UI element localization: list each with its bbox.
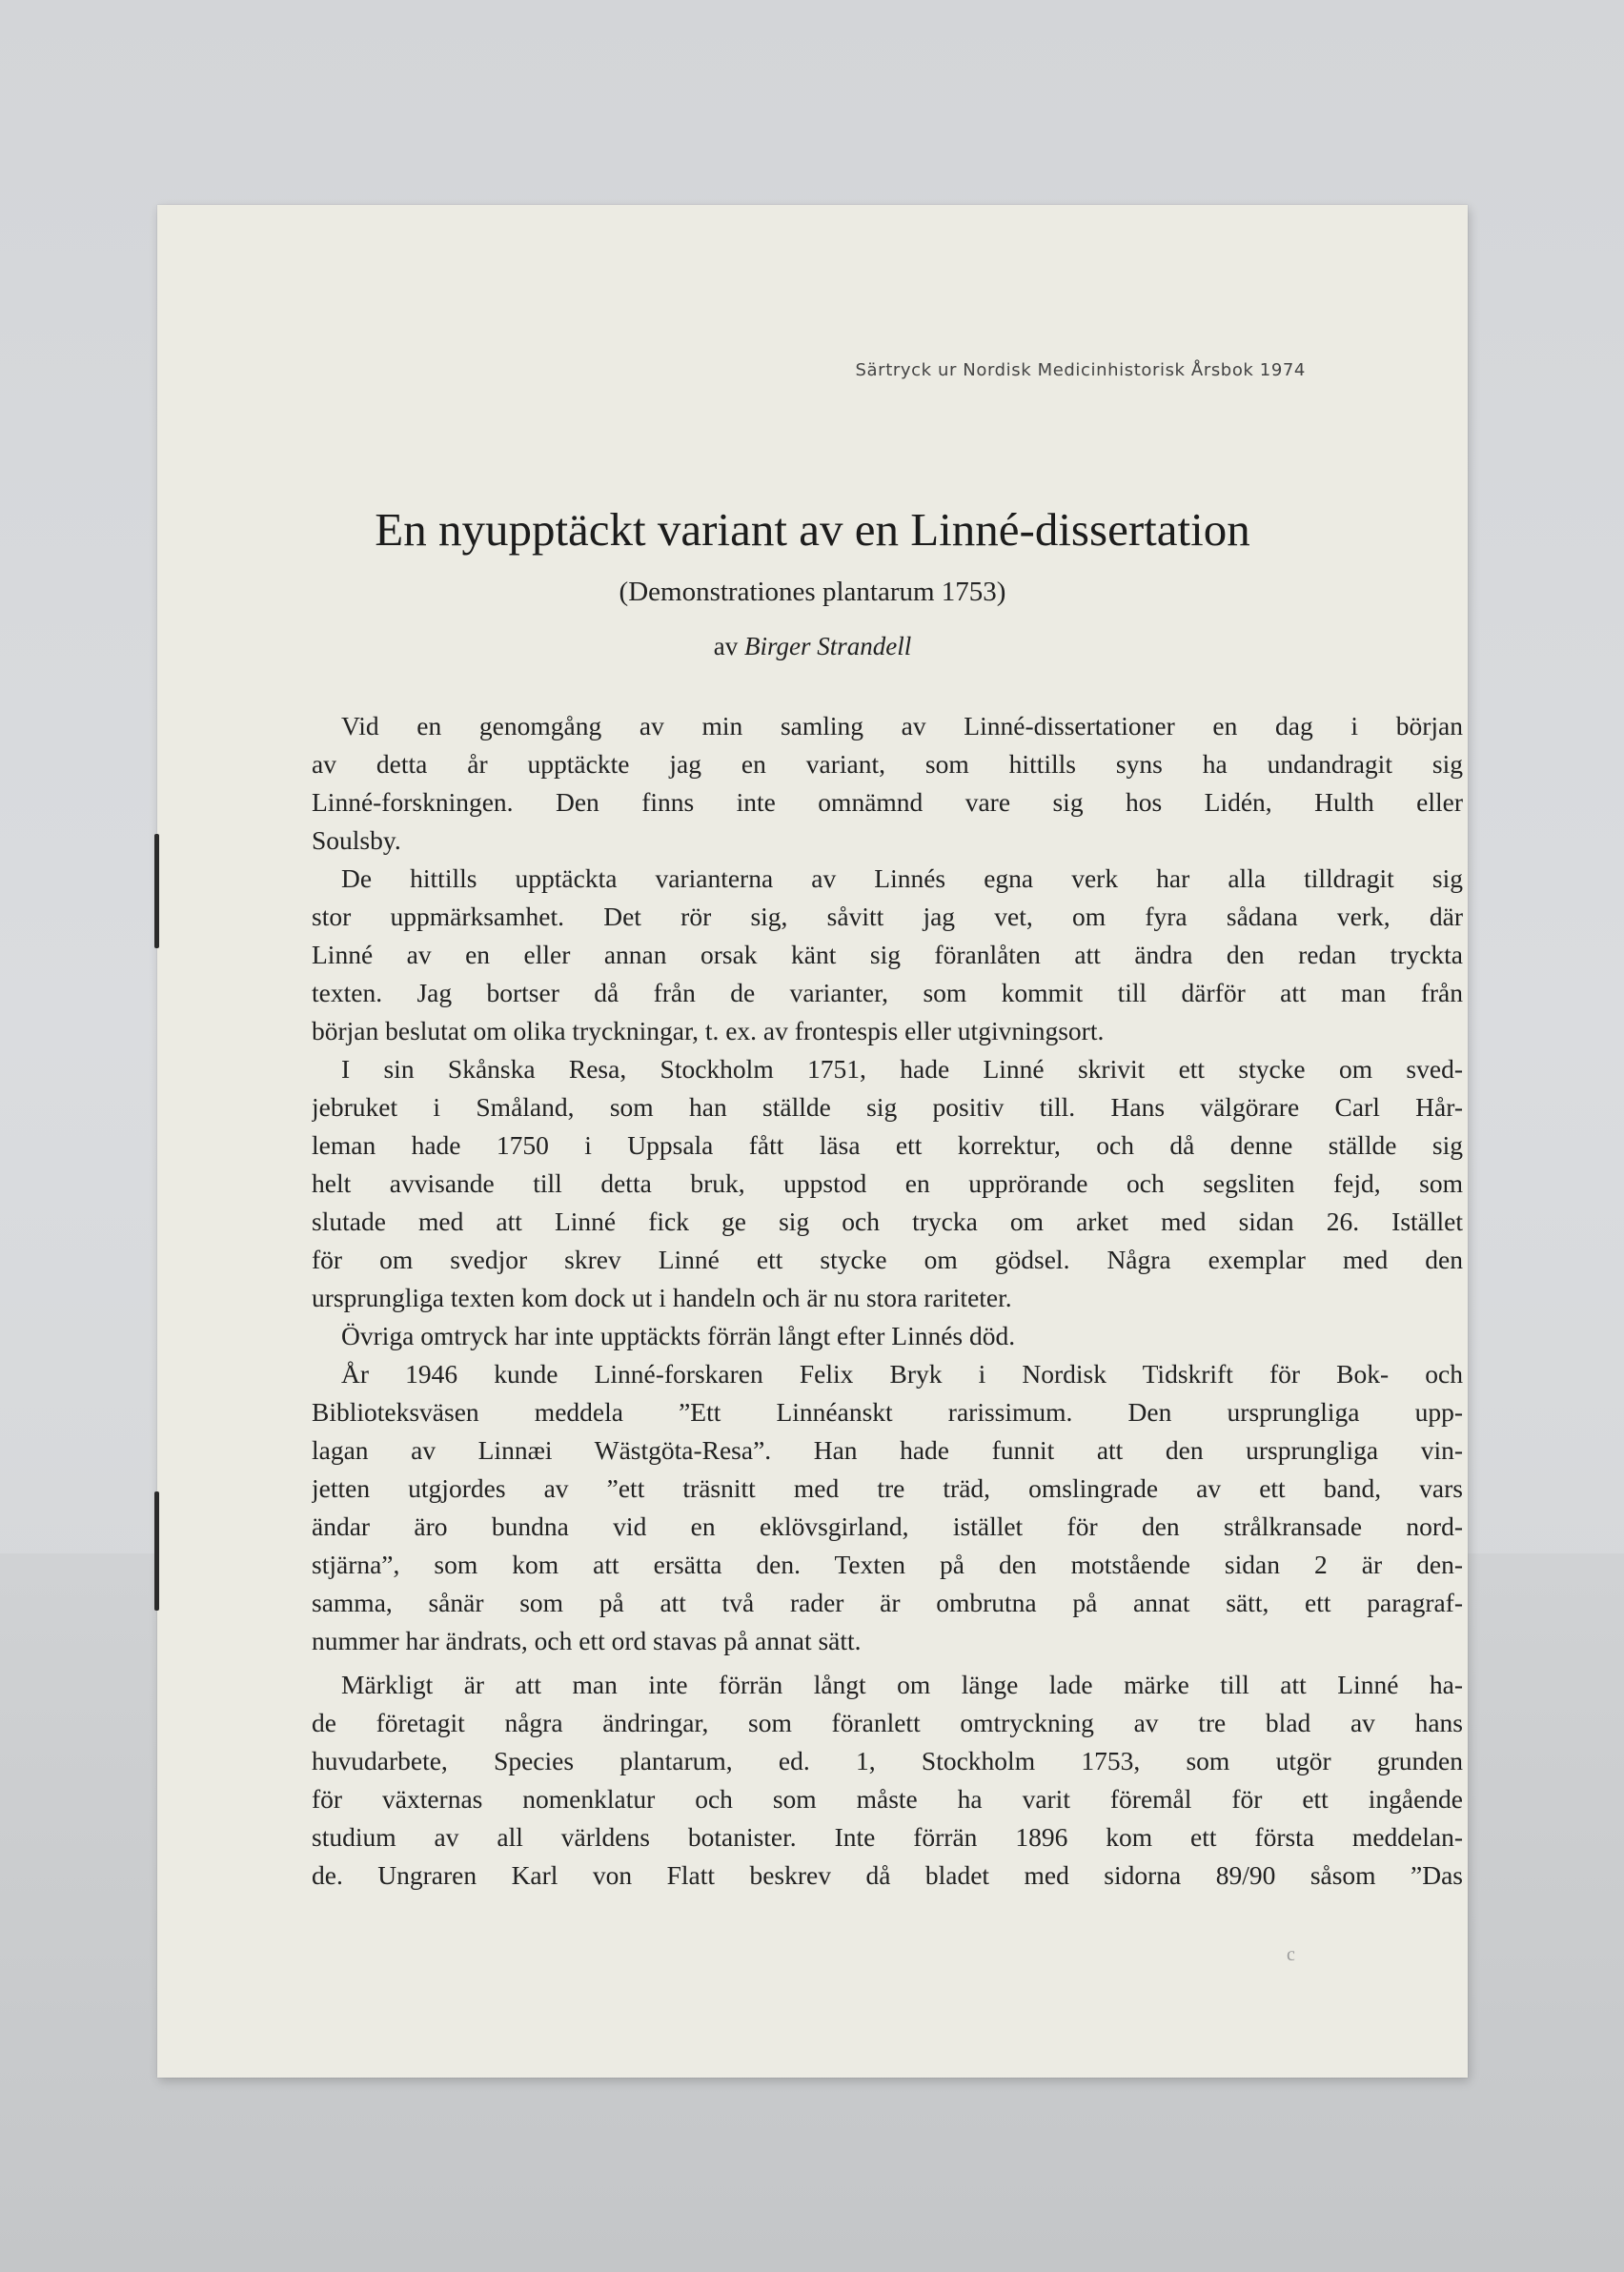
- text-line: samma, sånär som på att två rader är ombrutna på annat sätt, ett paragraf-: [312, 1588, 1463, 1617]
- text-line: början beslutat om olika tryckningar, t. ex. av frontespis eller utgivningsort.: [312, 1016, 1105, 1045]
- document-page: [157, 205, 1468, 2078]
- text-line: De hittills upptäckta varianterna av Linnés egna verk har alla tilldragit sig: [341, 863, 1463, 893]
- text-line: Linné-forskningen. Den finns inte omnämnd vare sig hos Lidén, Hulth eller: [312, 787, 1463, 817]
- text-line: Vid en genomgång av min samling av Linné-dissertationer en dag i början: [341, 711, 1463, 740]
- text-line: jebruket i Småland, som han ställde sig positiv till. Hans välgörare Carl Hår-: [312, 1092, 1463, 1122]
- text-line: År 1946 kunde Linné-forskaren Felix Bryk i Nordisk Tidskrift för Bok- och: [341, 1359, 1463, 1389]
- text-line: stjärna”, som kom att ersätta den. Texten på den motstående sidan 2 är den-: [312, 1550, 1463, 1579]
- text-line: jetten utgjordes av ”ett träsnitt med tre träd, omslingrade av ett band, vars: [312, 1473, 1463, 1503]
- staple-bottom: [154, 1491, 159, 1611]
- text-line: Märkligt är att man inte förrän långt om länge lade märke till att Linné ha-: [341, 1670, 1463, 1699]
- text-line: leman hade 1750 i Uppsala fått läsa ett korrektur, och då denne ställde sig: [312, 1130, 1463, 1160]
- text-line: helt avvisande till detta bruk, uppstod en upprörande och segsliten fejd, som: [312, 1168, 1463, 1198]
- text-line: ändar äro bundna vid en eklövsgirland, istället för den strålkransade nord-: [312, 1511, 1463, 1541]
- text-line: Biblioteksväsen meddela ”Ett Linnéanskt rarissimum. Den ursprungliga upp-: [312, 1397, 1463, 1427]
- page-mark: c: [1287, 1944, 1295, 1965]
- page-title: En nyupptäckt variant av en Linné-dissertation: [375, 503, 1250, 556]
- text-line: Linné av en eller annan orsak känt sig föranlåten att ändra den redan tryckta: [312, 940, 1463, 969]
- text-line: för om svedjor skrev Linné ett stycke om gödsel. Några exemplar med den: [312, 1245, 1463, 1274]
- text-line: Övriga omtryck har inte upptäckts förrän långt efter Linnés död.: [341, 1321, 1016, 1350]
- staple-top: [154, 834, 159, 948]
- text-line: Soulsby.: [312, 825, 401, 855]
- text-line: nummer har ändrats, och ett ord stavas på annat sätt.: [312, 1626, 862, 1655]
- body-text: [312, 707, 1463, 1895]
- text-line: huvudarbete, Species plantarum, ed. 1, Stockholm 1753, som utgör grunden: [312, 1746, 1463, 1775]
- text-line: studium av all världens botanister. Inte förrän 1896 kom ett första meddelan-: [312, 1822, 1463, 1852]
- text-line: texten. Jag bortser då från de varianter, som kommit till därför att man från: [312, 978, 1463, 1007]
- author-name: Birger Strandell: [743, 632, 912, 660]
- text-line: lagan av Linnæi Wästgöta-Resa”. Han hade funnit att den ursprungliga vin-: [312, 1435, 1463, 1465]
- text-line: I sin Skånska Resa, Stockholm 1751, hade Linné skrivit ett stycke om sved-: [341, 1054, 1463, 1084]
- running-head: Särtryck ur Nordisk Medicinhistorisk Årsbok 1974: [855, 360, 1306, 380]
- text-line: de. Ungraren Karl von Flatt beskrev då bladet med sidorna 89/90 såsom ”Das: [312, 1860, 1463, 1890]
- text-line: de företagit några ändringar, som föranlett omtryckning av tre blad av hans: [312, 1708, 1463, 1737]
- text-line: stor uppmärksamhet. Det rör sig, såvitt jag vet, om fyra sådana verk, där: [312, 902, 1463, 931]
- text-line: för växternas nomenklatur och som måste ha varit föremål för ett ingående: [312, 1784, 1463, 1814]
- text-line: ursprungliga texten kom dock ut i handeln och är nu stora rariteter.: [312, 1283, 1012, 1312]
- page-subtitle: (Demonstrationes plantarum 1753): [619, 577, 1006, 607]
- text-line: slutade med att Linné fick ge sig och trycka om arket med sidan 26. Istället: [312, 1207, 1463, 1236]
- text-line: av detta år upptäckte jag en variant, som hittills syns ha undandragit sig: [312, 749, 1463, 779]
- byline-prefix: av: [713, 632, 739, 660]
- byline: [157, 632, 1468, 661]
